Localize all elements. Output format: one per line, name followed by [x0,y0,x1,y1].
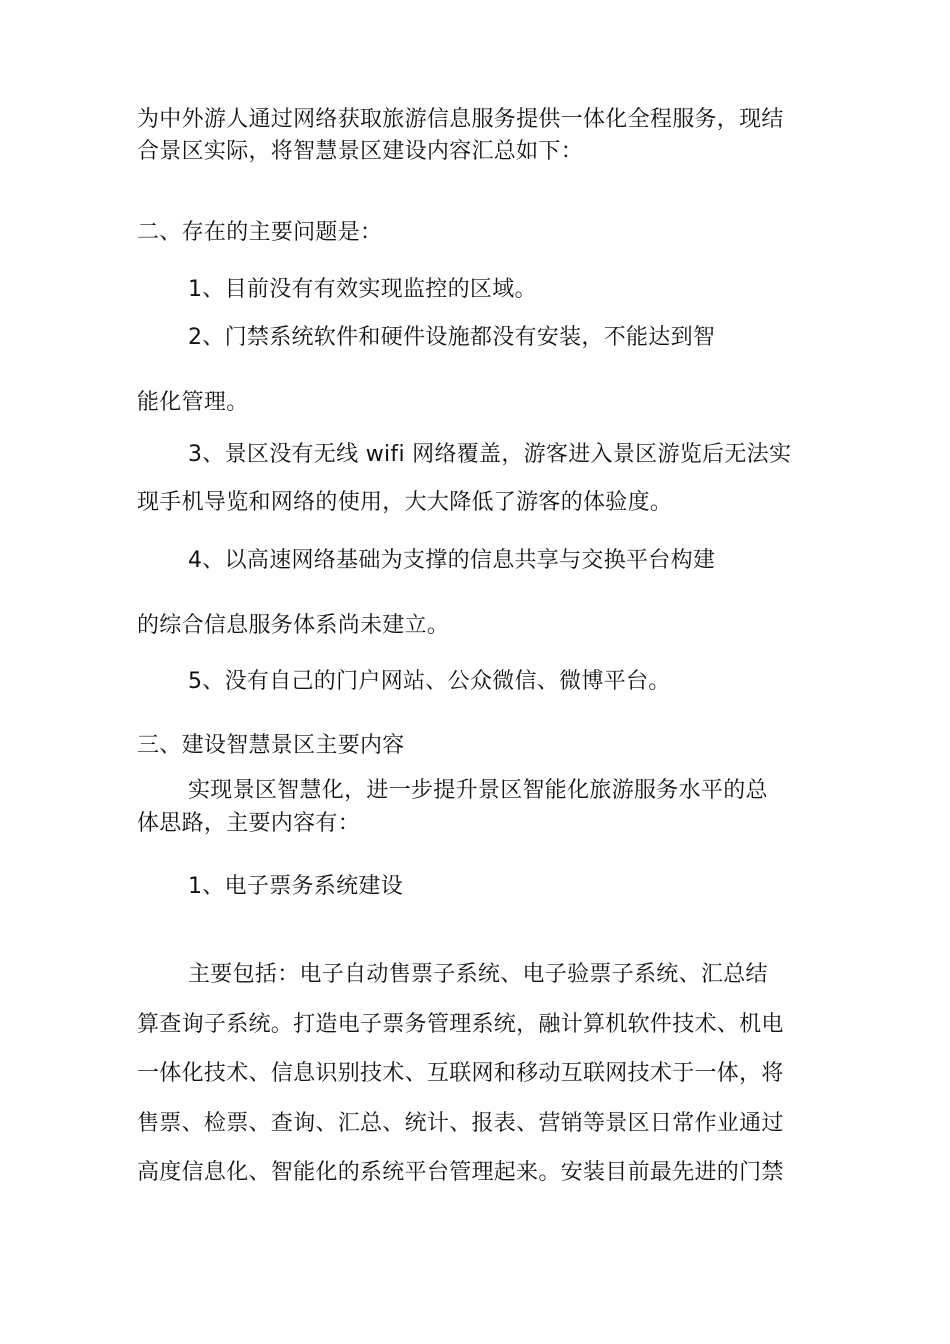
subheading-ticketing: 1、电子票务系统建设 [188,874,403,899]
problem-item-1: 1、目前没有有效实现监控的区域。 [188,277,537,302]
problem-item-5: 5、没有自己的门户网站、公众微信、微博平台。 [188,669,671,694]
section-heading-3: 三、建设智慧景区主要内容 [137,733,405,758]
problem-item-3-cont: 现手机导览和网络的使用，大大降低了游客的体验度。 [137,490,673,515]
ticketing-para-line-2: 算查询子系统。打造电子票务管理系统，融计算机软件技术、机电 [137,1012,784,1037]
ticketing-para-line-3: 一体化技术、信息识别技术、互联网和移动互联网技术于一体，将 [137,1061,784,1086]
problem-item-2-cont: 能化管理。 [137,390,249,415]
intro-line-1: 为中外游人通过网络获取旅游信息服务提供一体化全程服务，现结 [137,107,784,132]
problem-item-3: 3、景区没有无线 wifi 网络覆盖，游客进入景区游览后无法实 [188,442,792,467]
intro-line-2: 合景区实际，将智慧景区建设内容汇总如下： [137,139,584,164]
ticketing-para-line-5: 高度信息化、智能化的系统平台管理起来。安装目前最先进的门禁 [137,1160,784,1185]
ticketing-para-line-1: 主要包括：电子自动售票子系统、电子验票子系统、汇总结 [188,962,768,987]
section-3-intro-line-2: 体思路，主要内容有： [137,811,361,836]
ticketing-para-line-4: 售票、检票、查询、汇总、统计、报表、营销等景区日常作业通过 [137,1111,784,1136]
section-3-intro-line-1: 实现景区智慧化，进一步提升景区智能化旅游服务水平的总 [188,778,768,803]
section-heading-2: 二、存在的主要问题是： [137,220,383,245]
problem-item-2: 2、门禁系统软件和硬件设施都没有安装，不能达到智 [188,325,716,350]
problem-item-4-cont: 的综合信息服务体系尚未建立。 [137,613,450,638]
problem-item-4: 4、以高速网络基础为支撑的信息共享与交换平台构建 [188,548,716,573]
